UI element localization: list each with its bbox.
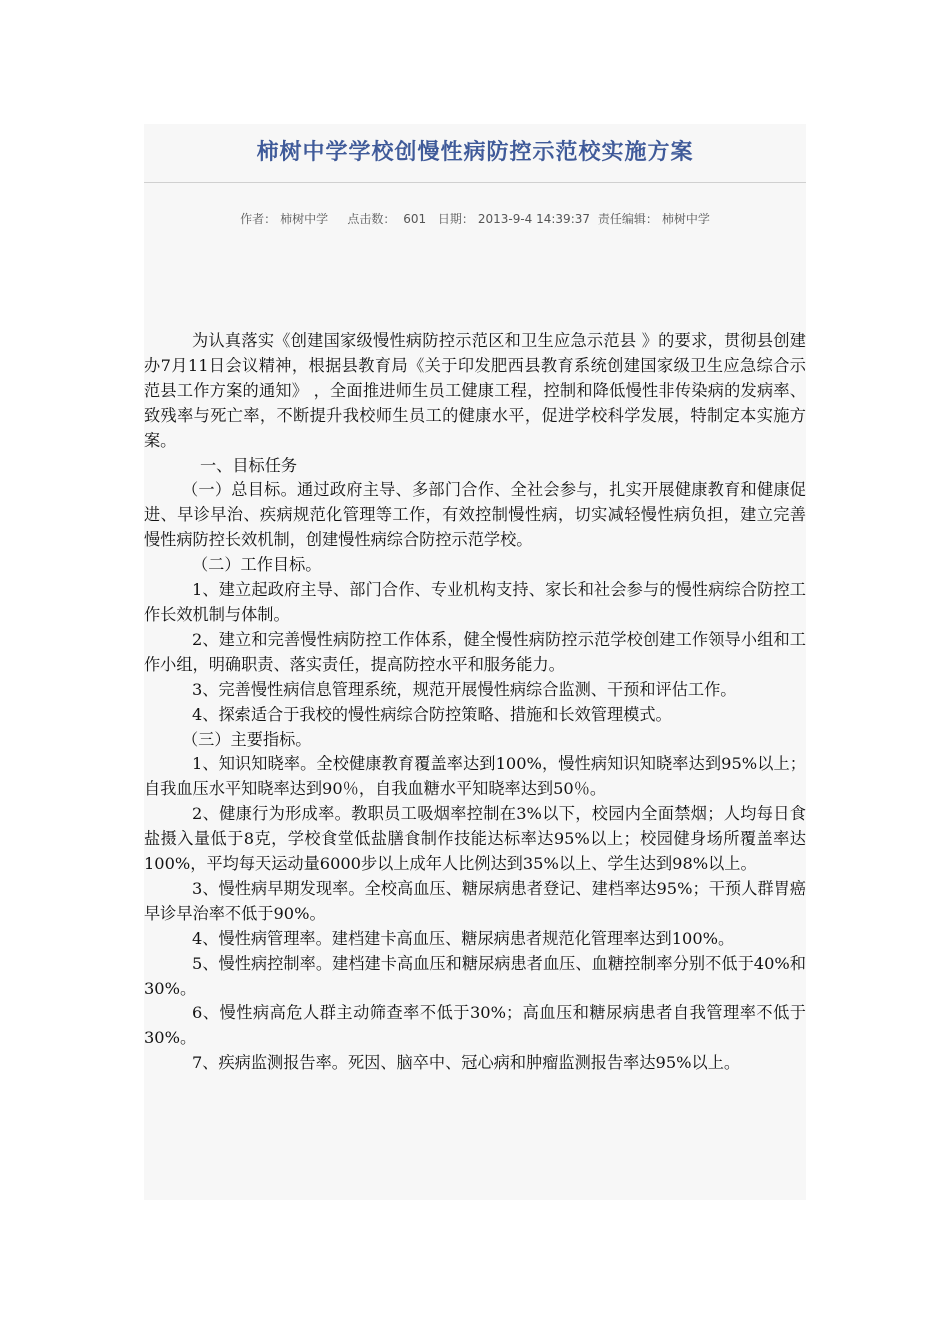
section-heading: 一、目标任务 [200, 455, 298, 475]
clicks-label: 点击数： [347, 212, 396, 226]
list-item: 2、建立和完善慢性病防控工作体系，健全慢性病防控示范学校创建工作领导小组和工作小组，明确职责、落实责任，提高防控水平和服务能力。 [144, 629, 806, 674]
article-body [144, 329, 806, 1076]
author-label: 作者： [240, 212, 277, 226]
list-item: 1、知识知晓率。全校健康教育覆盖率达到100%，慢性病知识知晓率达到95%以上；自我血压水平知晓率达到90％，自我血糖水平知晓率达到50％。 [144, 754, 806, 799]
list-item: 5、慢性病控制率。建档建卡高血压和糖尿病患者血压、血糖控制率分别不低于40%和30%。 [144, 953, 806, 998]
page-title: 柿树中学学校创慢性病防控示范校实施方案 [144, 124, 806, 183]
subsection-heading: （二）工作目标。 [192, 555, 322, 575]
list-item: 4、探索适合于我校的慢性病综合防控策略、措施和长效管理模式。 [192, 704, 672, 724]
editor-value: 柿树中学 [661, 212, 710, 226]
editor-label: 责任编辑： [597, 212, 658, 226]
date-label: 日期： [437, 212, 474, 226]
clicks-value: 601 [403, 212, 427, 226]
list-item: 7、疾病监测报告率。死因、脑卒中、冠心病和肿瘤监测报告率达95%以上。 [192, 1053, 741, 1073]
article-meta [144, 210, 806, 227]
paragraph-intro: 为认真落实《创建国家级慢性病防控示范区和卫生应急示范县 》的要求，贯彻县创建办7月11日会议精神，根据县教育局《关于印发肥西县教育系统创建国家级卫生应急综合示范县工作方案的通知》 ，全面推进师生员工健康工程，控制和降低慢性非传染病的发病率、致残率与死亡率，不断提升我校师生员工的健康水平，促进学校科学发展，特制定本实施方案。 [144, 331, 806, 450]
list-item: 3、慢性病早期发现率。全校高血压、糖尿病患者登记、建档率达95%；干预人群胃癌早诊早治率不低于90%。 [144, 878, 806, 923]
subsection-heading: （三）主要指标。 [182, 729, 312, 749]
author-value: 柿树中学 [280, 212, 329, 226]
list-item: 1、建立起政府主导、部门合作、专业机构支持、家长和社会参与的慢性病综合防控工作长效机制与体制。 [144, 580, 806, 624]
subsection-heading: （一）总目标。通过政府主导、多部门合作、全社会参与，扎实开展健康教育和健康促进、早诊早治、疾病规范化管理等工作，有效控制慢性病，切实减轻慢性病负担，建立完善慢性病防控长效机制，创建慢性病综合防控示范学校。 [144, 480, 806, 550]
list-item: 6、慢性病高危人群主动筛查率不低于30%；高血压和糖尿病患者自我管理率不低于30%。 [144, 1003, 806, 1048]
list-item: 2、健康行为形成率。教职员工吸烟率控制在3%以下，校园内全面禁烟；人均每日食盐摄入量低于8克，学校食堂低盐膳食制作技能达标率达95%以上；校园健身场所覆盖率达100%，平均每天运动量6000步以上成年人比例达到35%以上、学生达到98%以上。 [144, 804, 806, 874]
date-value: 2013-9-4 14:39:37 [477, 212, 591, 226]
list-item: 3、完善慢性病信息管理系统，规范开展慢性病综合监测、干预和评估工作。 [192, 679, 737, 699]
list-item: 4、慢性病管理率。建档建卡高血压、糖尿病患者规范化管理率达到100%。 [192, 928, 735, 948]
article-panel [144, 124, 806, 1200]
